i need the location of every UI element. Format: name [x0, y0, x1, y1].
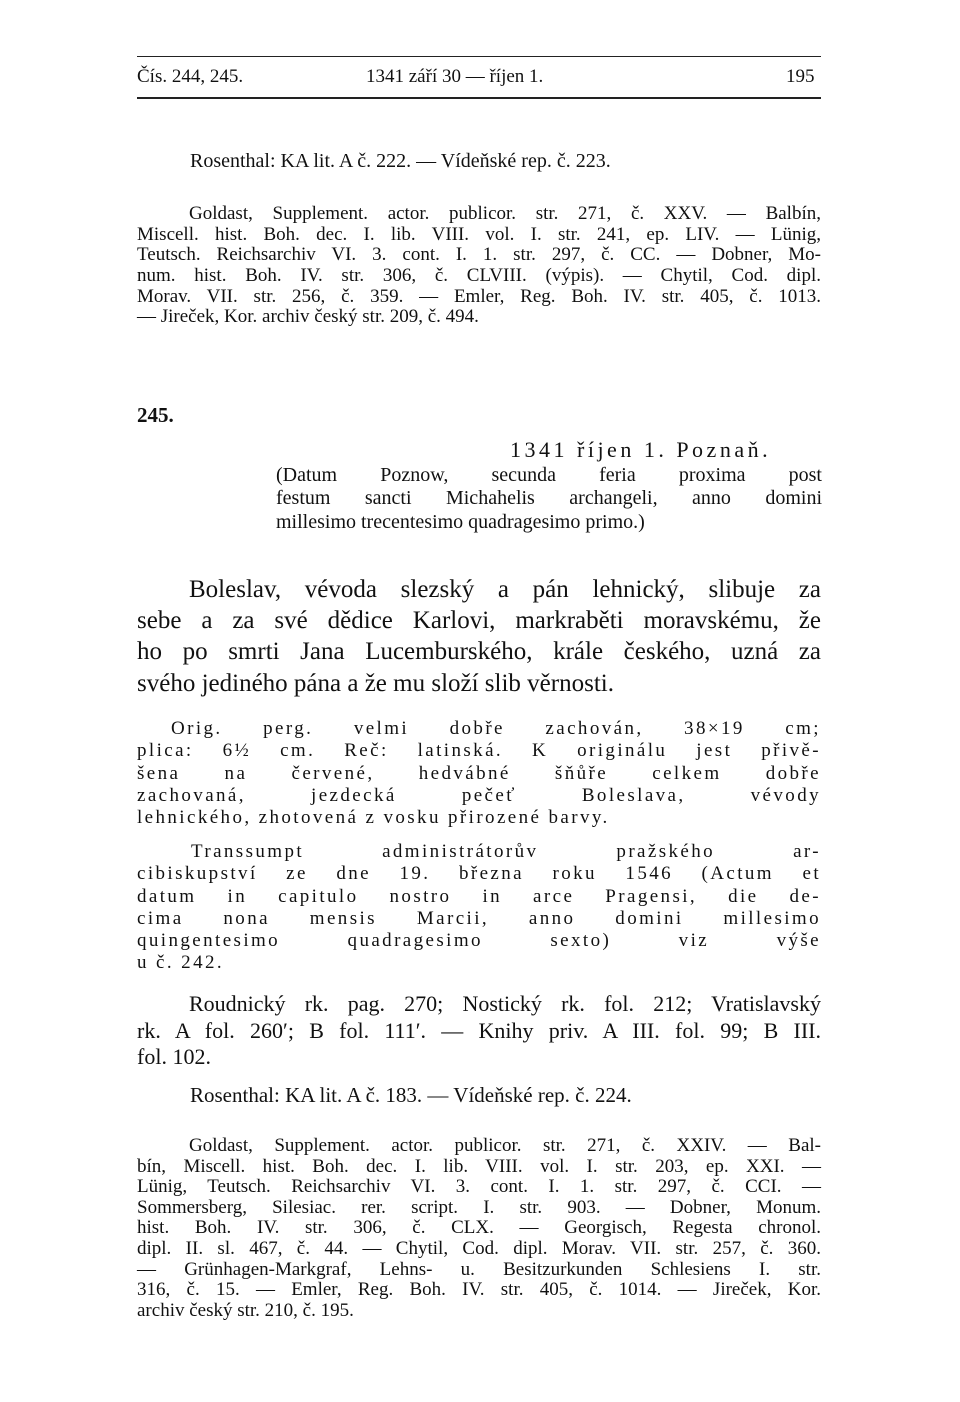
description-line: Orig. perg. velmi dobře zachován, 38×19 cm;	[171, 718, 821, 739]
dating-line: (Datum Poznow, secunda feria proxima post	[276, 464, 822, 486]
header-bottom-rule	[137, 97, 821, 99]
regest	[137, 574, 821, 699]
literature-line: Goldast, Supplement. actor. publicor. str. 271, č. XXIV. — Bal-	[189, 1135, 821, 1156]
literature-line: num. hist. Boh. IV. str. 306, č. CLVIII. (výpis). — Chytil, Cod. dipl.	[137, 265, 821, 287]
literature-line: — Jireček, Kor. archiv český str. 209, č. 494.	[137, 306, 479, 328]
doc244-literature	[137, 204, 821, 328]
literature-line: Lünig, Teutsch. Reichsarchiv VI. 3. cont. I. 1. str. 297, č. CCI. —	[137, 1176, 821, 1198]
transsumpt-line: datum in capitulo nostro in arce Pragensi, die de-	[137, 885, 821, 907]
original-description	[137, 718, 821, 829]
doc245-sources: Rosenthal: KA lit. A č. 183. — Vídeňské rep. č. 224.	[190, 1083, 632, 1107]
regest-line: svého jediného pána a že mu složí slib věrnosti.	[137, 669, 614, 697]
literature-line: Goldast, Supplement. actor. publicor. str. 271, č. XXV. — Balbín,	[189, 203, 821, 224]
description-line: lehnického, zhotovená z vosku přirozené barvy.	[137, 807, 610, 829]
doc245-literature	[137, 1136, 821, 1321]
description-line: šena na červené, hedvábné šňůře celkem dobře	[137, 762, 821, 784]
description-line: plica: 6½ cm. Reč: latinská. K originálu jest přivě-	[137, 740, 821, 762]
literature-line: Teutsch. Reichsarchiv VI. 3. cont. I. 1. str. 297, č. CC. — Dobner, Mo-	[137, 244, 821, 266]
literature-line: 316, č. 15. — Emler, Reg. Boh. IV. str. 405, č. 1014. — Jireček, Kor.	[137, 1279, 821, 1301]
dating-clause	[276, 464, 822, 534]
literature-line: — Grünhagen-Markgraf, Lehns- u. Besitzurkunden Schlesiens I. str.	[137, 1258, 821, 1280]
transsumpt-line: Transsumpt administrátorův pražského ar-	[191, 841, 821, 862]
literature-line: archiv český str. 210, č. 195.	[137, 1299, 354, 1321]
literature-line: Sommersberg, Silesiac. rer. script. I. str. 903. — Dobner, Monum.	[137, 1196, 821, 1218]
page-number: 195	[786, 66, 815, 87]
transsumpt-line: cibiskupství ze dne 19. března roku 1546 (Actum et	[137, 863, 821, 885]
transsumpt-line: u č. 242.	[137, 952, 225, 974]
header-section-numbers: Čís. 244, 245.	[137, 66, 244, 87]
header-top-rule	[137, 56, 821, 57]
literature-line: dipl. II. sl. 467, č. 44. — Chytil, Cod. dipl. Morav. VII. str. 257, č. 360.	[137, 1237, 821, 1259]
doc244-sources: Rosenthal: KA lit. A č. 222. — Vídeňské rep. č. 223.	[190, 150, 611, 172]
dating-line: millesimo trecentesimo quadragesimo primo.)	[276, 510, 645, 533]
transsumpt-line: cima nona mensis Marcii, anno domini millesimo	[137, 907, 821, 929]
regest-line: Boleslav, vévoda slezský a pán lehnický, slibuje za	[189, 576, 821, 603]
copies	[137, 991, 821, 1071]
copies-line: Roudnický rk. pag. 270; Nostický rk. fol. 212; Vratislavský	[189, 991, 821, 1016]
dating-line: festum sancti Michahelis archangeli, anno domini	[276, 487, 822, 510]
description-line: zachovaná, jezdecká pečeť Boleslava, vévody	[137, 784, 821, 806]
transsumpt-line: quingentesimo quadragesimo sexto) viz výše	[137, 930, 821, 952]
literature-line: bín, Miscell. hist. Boh. dec. I. lib. VIII. vol. I. str. 203, ep. XXI. —	[137, 1155, 821, 1177]
copies-line: rk. A fol. 260′; B fol. 111′. — Knihy priv. A III. fol. 99; B III.	[137, 1017, 821, 1043]
document-number: 245.	[137, 403, 174, 427]
header-date-range: 1341 září 30 — říjen 1.	[366, 66, 544, 87]
transsumpt-description	[137, 841, 821, 975]
literature-line: Miscell. hist. Boh. dec. I. lib. VIII. vol. I. str. 241, ep. LIV. — Lünig,	[137, 223, 821, 245]
literature-line: hist. Boh. IV. str. 306, č. CLX. — Georgisch, Regesta chronol.	[137, 1217, 821, 1239]
regest-line: sebe a za své dědice Karlovi, markraběti moravskému, že	[137, 607, 821, 635]
document-date-place: 1341 říjen 1. Poznaň.	[510, 437, 772, 462]
copies-line: fol. 102.	[137, 1044, 211, 1069]
regest-line: ho po smrti Jana Lucemburského, krále českého, uzná za	[137, 638, 821, 666]
literature-line: Morav. VII. str. 256, č. 359. — Emler, Reg. Boh. IV. str. 405, č. 1013.	[137, 285, 821, 307]
